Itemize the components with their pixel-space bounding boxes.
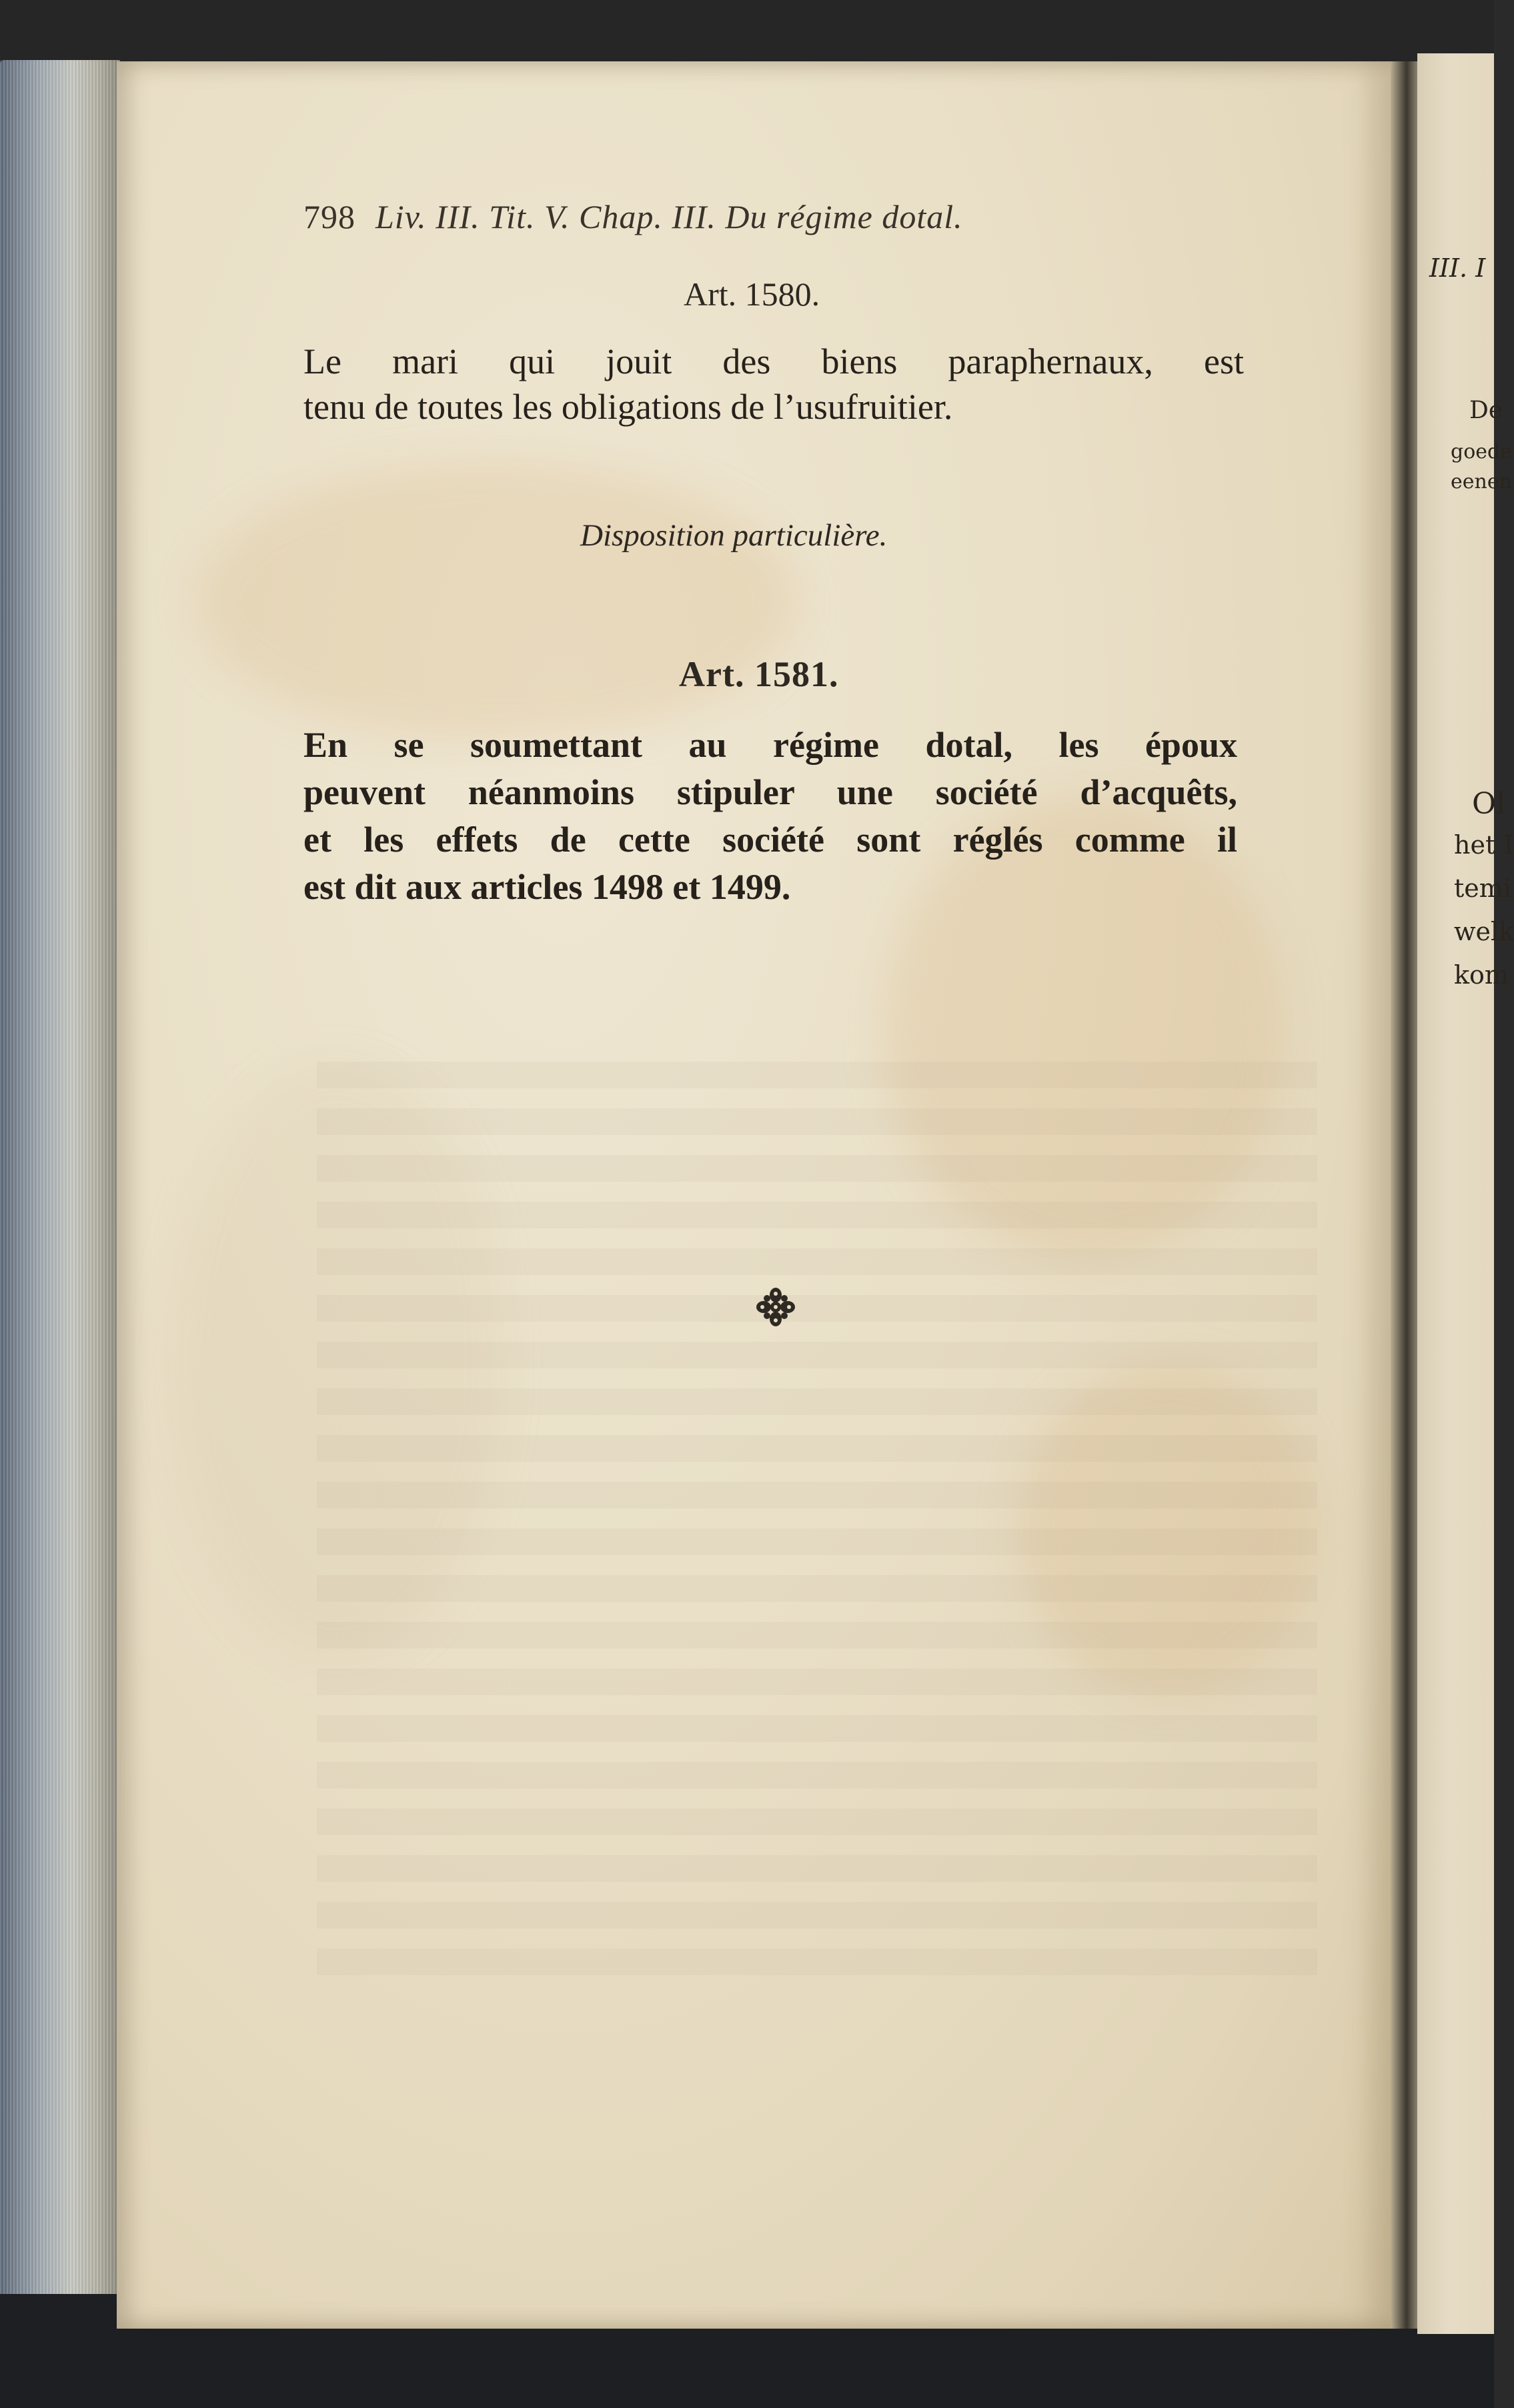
next-page-fragment: eenen <box>1451 470 1512 493</box>
article-heading: Art. 1580. <box>684 275 820 313</box>
book-page-edges <box>0 60 120 2341</box>
next-page-fragment: temi <box>1454 874 1511 903</box>
section-subtitle: Disposition particulière. <box>580 518 888 553</box>
article-line: est dit aux articles 1498 et 1499. <box>303 867 791 907</box>
page-number: 798 <box>303 198 355 235</box>
article-line: peuvent néanmoins stipuler une société d’acquêts, <box>303 772 1237 812</box>
running-header <box>303 197 1237 236</box>
fleuron-ornament-icon <box>752 1284 799 1330</box>
article-heading: Art. 1581. <box>679 654 839 694</box>
article-text <box>303 339 1244 429</box>
article-text <box>303 722 1237 911</box>
next-page-fragment: kom <box>1454 960 1509 990</box>
next-page-fragment: het I <box>1454 830 1514 860</box>
next-page-fragment: III. I <box>1429 253 1486 283</box>
next-page-fragment: Ol <box>1472 787 1506 821</box>
running-title: Liv. III. Tit. V. Chap. III. Du régime dotal. <box>375 198 963 235</box>
article-line: tenu de toutes les obligations de l’usufruitier. <box>303 387 953 427</box>
next-page-fragment: goede <box>1451 440 1512 463</box>
show-through-texture <box>317 1062 1317 1995</box>
article-line: En se soumettant au régime dotal, les époux <box>303 725 1237 765</box>
adjacent-page-sliver <box>1417 53 1514 2334</box>
article-line: et les effets de cette société sont réglés comme il <box>303 820 1237 860</box>
article-line: Le mari qui jouit des biens paraphernaux, est <box>303 341 1244 381</box>
next-page-fragment: De <box>1469 397 1503 424</box>
book-gutter <box>1391 61 1417 2329</box>
next-page-fragment: welk <box>1454 917 1514 946</box>
